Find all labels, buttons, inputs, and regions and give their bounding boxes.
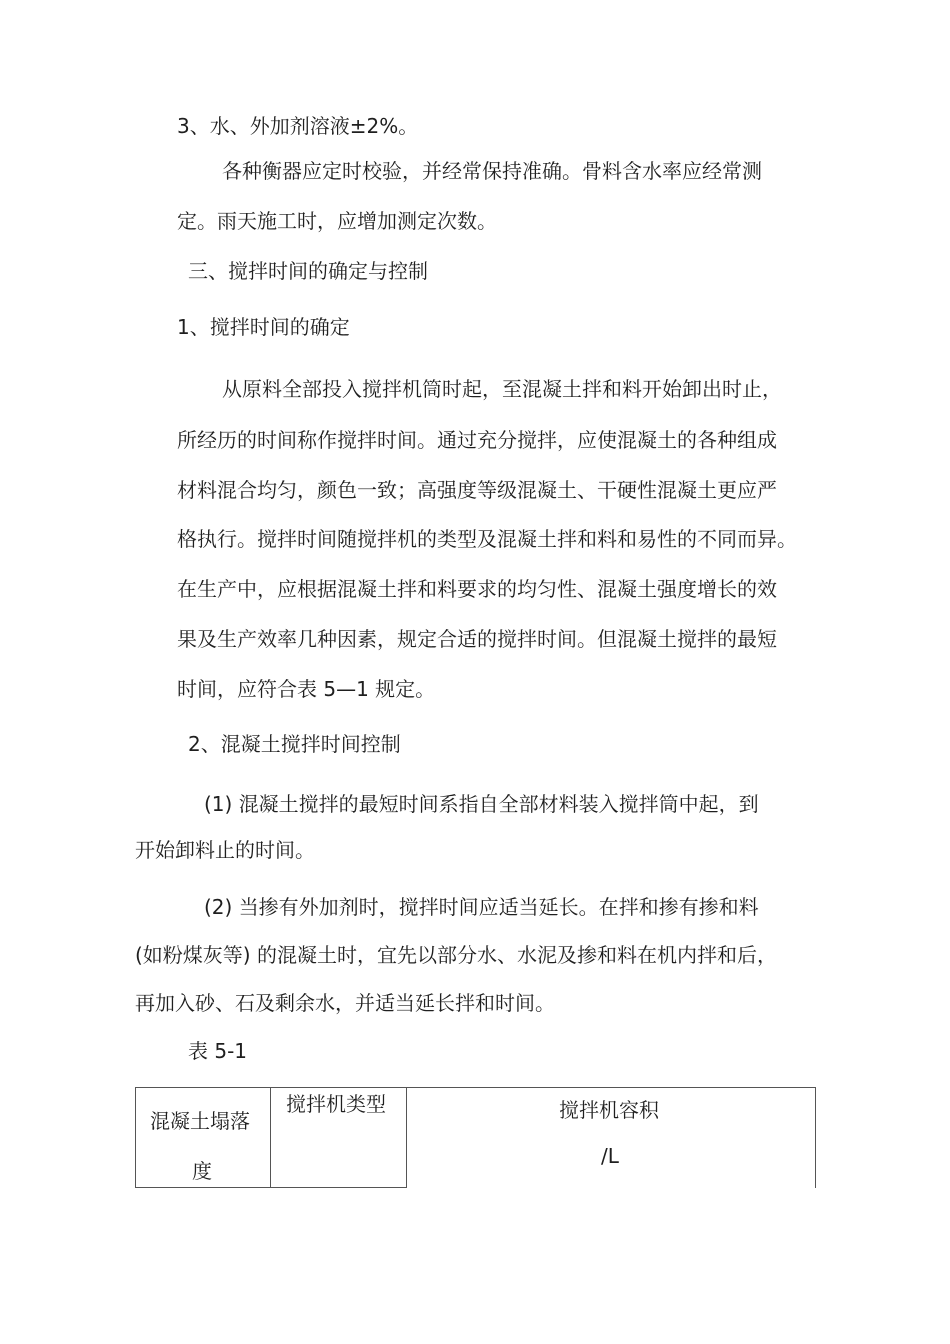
paragraph-scales-line-1: 各种衡器应定时校验，并经常保持准确。骨料含水率应经常测	[222, 159, 762, 183]
mixing-time-table	[135, 1087, 816, 1188]
table-header-mixer-capacity-line-1: 搅拌机容积	[559, 1098, 659, 1122]
table-header-slump	[135, 1087, 271, 1188]
paragraph-admixture-line-1: (2) 当掺有外加剂时，搅拌时间应适当延长。在拌和掺有掺和料	[204, 895, 759, 919]
subsection-heading-determination: 1、搅拌时间的确定	[177, 315, 350, 339]
table-header-mixer-type-label: 搅拌机类型	[286, 1092, 386, 1116]
table-header-mixer-capacity	[406, 1087, 816, 1188]
paragraph-definition-line-4: 格执行。搅拌时间随搅拌机的类型及混凝土拌和料和易性的不同而异。	[177, 527, 797, 551]
list-item-water-admixture: 3、水、外加剂溶液±2%。	[177, 114, 419, 138]
section-heading-mixing-time: 三、搅拌时间的确定与控制	[188, 259, 428, 283]
table-header-slump-line-2: 度	[192, 1159, 212, 1183]
table-header-mixer-type	[270, 1087, 407, 1188]
paragraph-definition-line-3: 材料混合均匀，颜色一致；高强度等级混凝土、干硬性混凝土更应严	[177, 478, 777, 502]
paragraph-min-time-line-1: (1) 混凝土搅拌的最短时间系指自全部材料装入搅拌筒中起，到	[204, 792, 759, 816]
subsection-heading-control: 2、混凝土搅拌时间控制	[188, 732, 401, 756]
paragraph-min-time-line-2: 开始卸料止的时间。	[135, 838, 315, 862]
paragraph-definition-line-2: 所经历的时间称作搅拌时间。通过充分搅拌，应使混凝土的各种组成	[177, 428, 777, 452]
table-header-slump-line-1: 混凝土塌落	[150, 1109, 250, 1133]
paragraph-scales-line-2: 定。雨天施工时，应增加测定次数。	[177, 209, 497, 233]
paragraph-definition-line-1: 从原料全部投入搅拌机筒时起，至混凝土拌和料开始卸出时止，	[222, 377, 782, 401]
paragraph-admixture-line-3: 再加入砂、石及剩余水，并适当延长拌和时间。	[135, 991, 555, 1015]
table-caption: 表 5-1	[188, 1039, 248, 1063]
paragraph-definition-line-7: 时间，应符合表 5—1 规定。	[177, 677, 436, 701]
paragraph-admixture-line-2: (如粉煤灰等) 的混凝土时，宜先以部分水、水泥及掺和料在机内拌和后，	[135, 943, 777, 967]
paragraph-definition-line-6: 果及生产效率几种因素，规定合适的搅拌时间。但混凝土搅拌的最短	[177, 627, 777, 651]
paragraph-definition-line-5: 在生产中，应根据混凝土拌和料要求的均匀性、混凝土强度增长的效	[177, 577, 777, 601]
table-header-mixer-capacity-line-2: /L	[601, 1144, 619, 1168]
